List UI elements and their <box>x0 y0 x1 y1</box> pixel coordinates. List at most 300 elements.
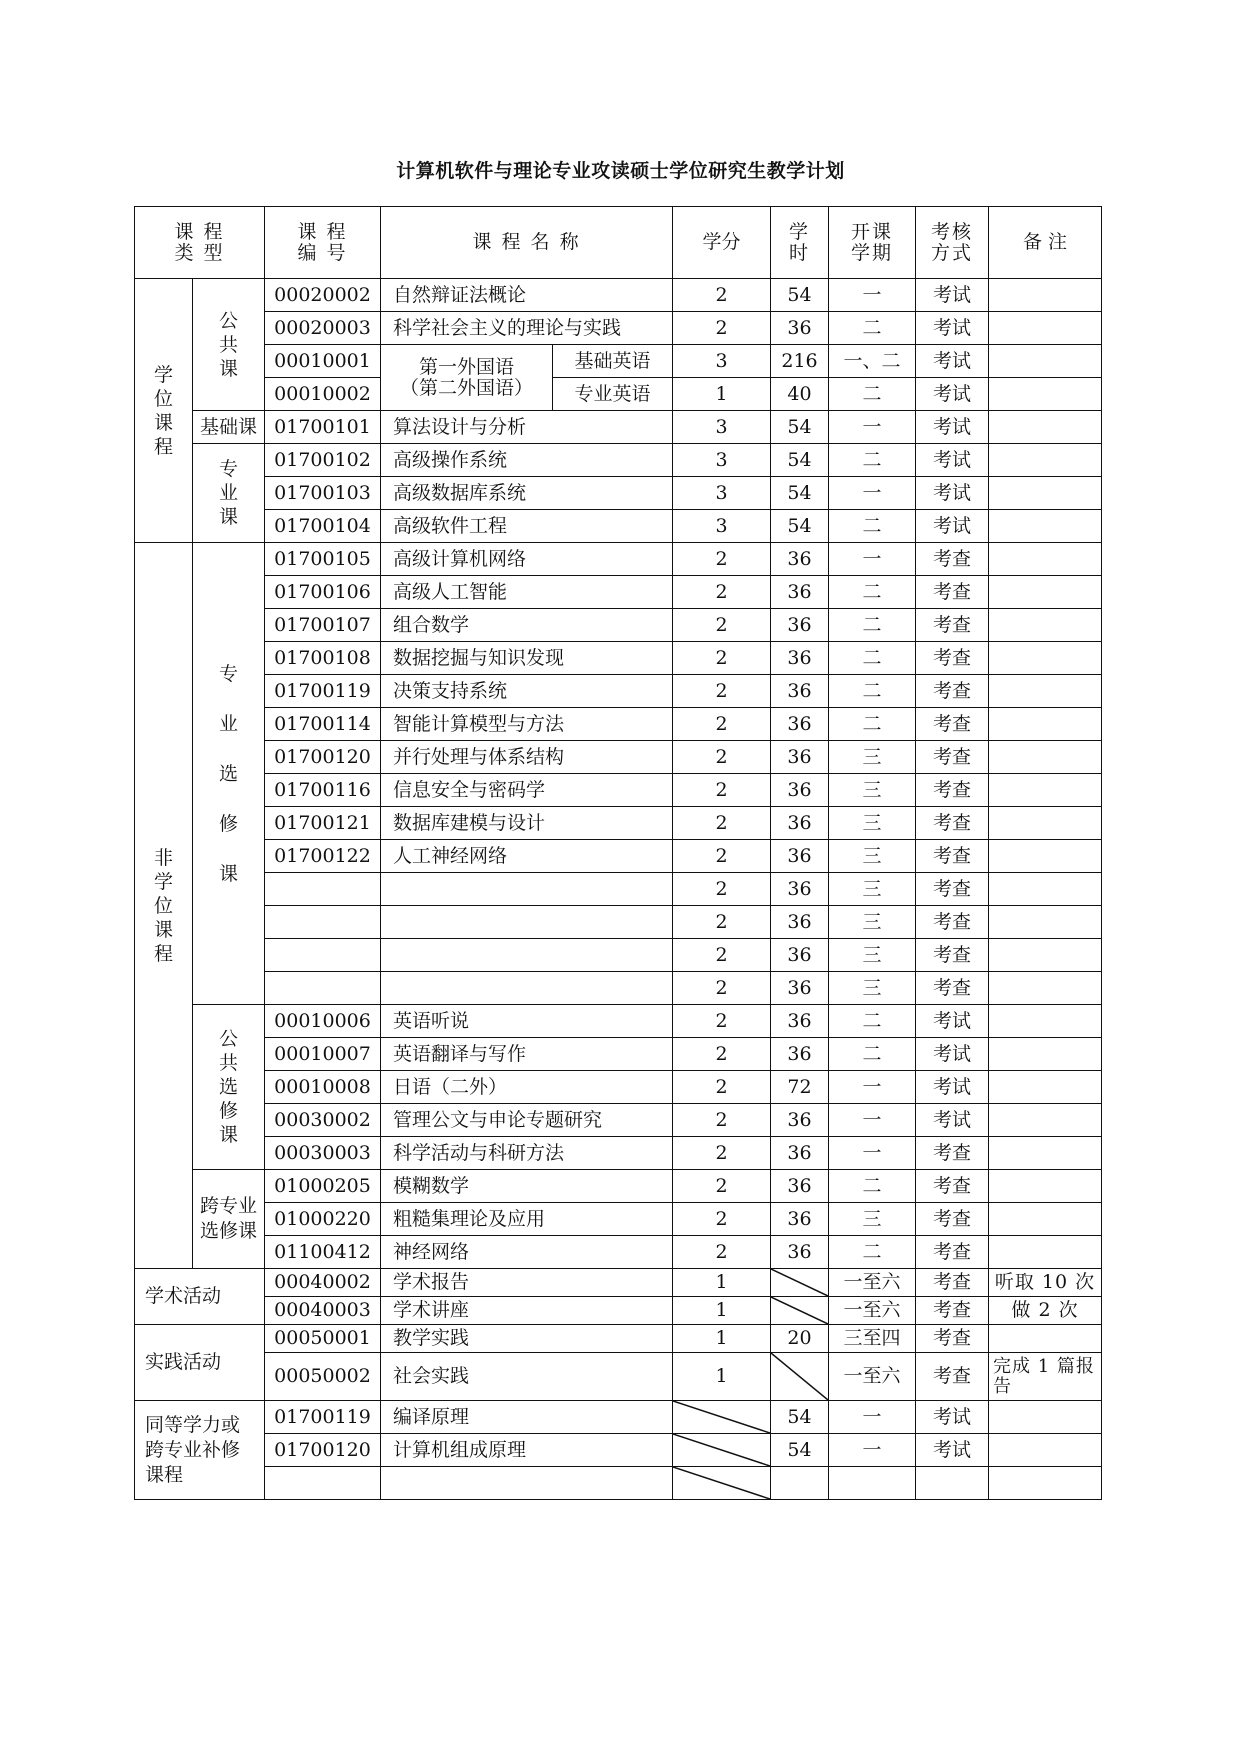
course-exam <box>916 1467 989 1500</box>
hours-slash-cell <box>771 1269 829 1297</box>
table-row <box>135 972 1102 1005</box>
course-hours: 20 <box>771 1325 829 1353</box>
course-name: 自然辩证法概论 <box>381 279 673 312</box>
course-name: 高级操作系统 <box>381 444 673 477</box>
credit-slash-cell <box>673 1467 771 1500</box>
course-semester: 一 <box>829 543 916 576</box>
course-note <box>989 972 1102 1005</box>
course-code: 01700103 <box>265 477 381 510</box>
header-credit: 学分 <box>673 207 771 279</box>
course-hours: 54 <box>771 279 829 312</box>
course-note <box>989 807 1102 840</box>
group-makeup: 同等学力或跨专业补修课程 <box>135 1401 265 1500</box>
course-hours: 36 <box>771 939 829 972</box>
course-hours: 36 <box>771 312 829 345</box>
course-semester: 三 <box>829 906 916 939</box>
course-hours: 36 <box>771 1203 829 1236</box>
course-credit: 3 <box>673 510 771 543</box>
course-note <box>989 1236 1102 1269</box>
course-semester: 三 <box>829 972 916 1005</box>
course-exam: 考试 <box>916 510 989 543</box>
course-code: 01700102 <box>265 444 381 477</box>
course-exam: 考试 <box>916 411 989 444</box>
course-code: 00050001 <box>265 1325 381 1353</box>
course-hours: 36 <box>771 873 829 906</box>
header-exam: 考核 方式 <box>916 207 989 279</box>
course-semester: 一 <box>829 1137 916 1170</box>
course-name: 人工神经网络 <box>381 840 673 873</box>
credit-slash-cell <box>673 1434 771 1467</box>
table-row <box>135 1038 1102 1071</box>
course-semester: 一 <box>829 411 916 444</box>
course-name: 高级软件工程 <box>381 510 673 543</box>
course-semester: 二 <box>829 708 916 741</box>
course-semester: 二 <box>829 444 916 477</box>
table-row <box>135 1170 1102 1203</box>
course-semester: 三 <box>829 807 916 840</box>
course-note <box>989 378 1102 411</box>
table-row <box>135 576 1102 609</box>
group-academic: 学术活动 <box>135 1269 265 1325</box>
table-row <box>135 279 1102 312</box>
course-semester <box>829 1467 916 1500</box>
course-name: 英语翻译与写作 <box>381 1038 673 1071</box>
course-credit: 1 <box>673 1269 771 1297</box>
course-hours: 36 <box>771 840 829 873</box>
course-note <box>989 1203 1102 1236</box>
header-semester: 开课 学期 <box>829 207 916 279</box>
course-hours: 36 <box>771 609 829 642</box>
course-credit: 2 <box>673 840 771 873</box>
course-code: 00010006 <box>265 1005 381 1038</box>
course-exam: 考试 <box>916 1401 989 1434</box>
course-semester: 三 <box>829 840 916 873</box>
course-hours: 36 <box>771 906 829 939</box>
course-code: 00010008 <box>265 1071 381 1104</box>
course-credit: 3 <box>673 444 771 477</box>
course-exam: 考试 <box>916 1071 989 1104</box>
group-major: 专业课 <box>193 444 265 543</box>
course-exam: 考查 <box>916 972 989 1005</box>
table-row <box>135 708 1102 741</box>
course-name: 日语（二外） <box>381 1071 673 1104</box>
course-credit: 2 <box>673 807 771 840</box>
course-exam: 考查 <box>916 1236 989 1269</box>
course-exam: 考查 <box>916 1269 989 1297</box>
course-code: 00050002 <box>265 1353 381 1401</box>
course-semester: 一至六 <box>829 1353 916 1401</box>
course-semester: 二 <box>829 1005 916 1038</box>
course-hours: 54 <box>771 477 829 510</box>
course-note <box>989 312 1102 345</box>
table-row <box>135 1434 1102 1467</box>
course-code <box>265 1467 381 1500</box>
course-code <box>265 906 381 939</box>
course-hours: 216 <box>771 345 829 378</box>
course-credit: 3 <box>673 477 771 510</box>
course-exam: 考试 <box>916 279 989 312</box>
course-hours: 36 <box>771 774 829 807</box>
course-credit: 2 <box>673 774 771 807</box>
course-hours: 36 <box>771 1005 829 1038</box>
course-name <box>381 939 673 972</box>
table-row <box>135 1467 1102 1500</box>
table-row <box>135 906 1102 939</box>
group-public: 公共课 <box>193 279 265 411</box>
table-row <box>135 1325 1102 1353</box>
course-semester: 二 <box>829 1236 916 1269</box>
course-semester: 二 <box>829 609 916 642</box>
course-credit: 1 <box>673 1297 771 1325</box>
header-course-code: 课 程 编 号 <box>265 207 381 279</box>
course-note <box>989 741 1102 774</box>
header-note: 备 注 <box>989 207 1102 279</box>
group-public-elective: 公共选修课 <box>193 1005 265 1170</box>
course-name: 学术报告 <box>381 1269 673 1297</box>
course-semester: 一、二 <box>829 345 916 378</box>
course-name: 智能计算模型与方法 <box>381 708 673 741</box>
course-semester: 二 <box>829 378 916 411</box>
course-semester: 三 <box>829 873 916 906</box>
course-name: 高级人工智能 <box>381 576 673 609</box>
course-note <box>989 543 1102 576</box>
course-note <box>989 345 1102 378</box>
course-note <box>989 1467 1102 1500</box>
course-semester: 一 <box>829 1401 916 1434</box>
table-row <box>135 774 1102 807</box>
course-name <box>381 972 673 1005</box>
course-semester: 一 <box>829 279 916 312</box>
course-exam: 考查 <box>916 576 989 609</box>
course-note <box>989 906 1102 939</box>
course-name: 模糊数学 <box>381 1170 673 1203</box>
course-code: 01700122 <box>265 840 381 873</box>
course-name: 教学实践 <box>381 1325 673 1353</box>
course-hours: 54 <box>771 1401 829 1434</box>
course-note <box>989 411 1102 444</box>
course-name: 高级计算机网络 <box>381 543 673 576</box>
course-name: 管理公文与申论专题研究 <box>381 1104 673 1137</box>
table-row <box>135 477 1102 510</box>
course-exam: 考查 <box>916 543 989 576</box>
course-semester: 二 <box>829 675 916 708</box>
course-code: 00020003 <box>265 312 381 345</box>
credit-slash-cell <box>673 1401 771 1434</box>
course-credit: 2 <box>673 741 771 774</box>
course-credit: 2 <box>673 543 771 576</box>
table-row <box>135 543 1102 576</box>
course-name <box>381 1467 673 1500</box>
course-credit: 1 <box>673 1325 771 1353</box>
course-semester: 二 <box>829 642 916 675</box>
course-note <box>989 642 1102 675</box>
course-code: 01700108 <box>265 642 381 675</box>
course-code: 00010002 <box>265 378 381 411</box>
table-row <box>135 1236 1102 1269</box>
course-name: 算法设计与分析 <box>381 411 673 444</box>
course-semester: 三 <box>829 1203 916 1236</box>
course-semester: 一 <box>829 1071 916 1104</box>
course-exam: 考查 <box>916 807 989 840</box>
course-exam: 考试 <box>916 1005 989 1038</box>
course-hours: 36 <box>771 1104 829 1137</box>
course-note <box>989 609 1102 642</box>
course-exam: 考查 <box>916 642 989 675</box>
course-code: 01700119 <box>265 1401 381 1434</box>
course-credit: 2 <box>673 312 771 345</box>
course-name: 社会实践 <box>381 1353 673 1401</box>
course-exam: 考查 <box>916 1137 989 1170</box>
table-row <box>135 1071 1102 1104</box>
course-code: 00010007 <box>265 1038 381 1071</box>
hours-slash-cell <box>771 1297 829 1325</box>
group-basic: 基础课 <box>193 411 265 444</box>
header-row <box>135 207 1102 279</box>
course-code: 01700101 <box>265 411 381 444</box>
course-name: 基础英语 <box>553 345 673 378</box>
course-name: 高级数据库系统 <box>381 477 673 510</box>
course-code: 01700104 <box>265 510 381 543</box>
course-name: 学术讲座 <box>381 1297 673 1325</box>
course-hours: 54 <box>771 510 829 543</box>
course-semester: 三 <box>829 774 916 807</box>
course-code: 00030002 <box>265 1104 381 1137</box>
table-row <box>135 411 1102 444</box>
course-code: 01700120 <box>265 1434 381 1467</box>
course-note <box>989 939 1102 972</box>
course-note <box>989 576 1102 609</box>
course-credit: 2 <box>673 972 771 1005</box>
course-name <box>381 906 673 939</box>
group-degree: 学位课程 <box>135 279 193 543</box>
group-cross-elective: 跨专业选修课 <box>193 1170 265 1269</box>
course-code: 01700114 <box>265 708 381 741</box>
course-name: 英语听说 <box>381 1005 673 1038</box>
course-credit: 2 <box>673 1137 771 1170</box>
course-name: 科学社会主义的理论与实践 <box>381 312 673 345</box>
course-note: 完成 1 篇报告 <box>989 1353 1102 1401</box>
course-semester: 一 <box>829 477 916 510</box>
table-row <box>135 1269 1102 1297</box>
course-semester: 三 <box>829 741 916 774</box>
course-note <box>989 708 1102 741</box>
course-hours: 36 <box>771 675 829 708</box>
table-row <box>135 345 1102 378</box>
course-exam: 考查 <box>916 1203 989 1236</box>
table-row <box>135 1353 1102 1401</box>
course-exam: 考试 <box>916 345 989 378</box>
course-credit: 2 <box>673 279 771 312</box>
curriculum-table <box>134 206 1102 1500</box>
course-hours: 54 <box>771 1434 829 1467</box>
course-exam: 考查 <box>916 1325 989 1353</box>
course-hours: 36 <box>771 741 829 774</box>
group-nondegree: 非学位课程 <box>135 543 193 1269</box>
course-name: 决策支持系统 <box>381 675 673 708</box>
course-credit: 2 <box>673 1104 771 1137</box>
course-credit: 2 <box>673 1071 771 1104</box>
course-hours: 54 <box>771 444 829 477</box>
course-credit: 2 <box>673 576 771 609</box>
table-row <box>135 807 1102 840</box>
course-hours: 36 <box>771 1170 829 1203</box>
course-name: 数据库建模与设计 <box>381 807 673 840</box>
course-exam: 考查 <box>916 609 989 642</box>
course-semester: 一 <box>829 1104 916 1137</box>
course-exam: 考查 <box>916 906 989 939</box>
hours-slash-cell <box>771 1353 829 1401</box>
table-row <box>135 642 1102 675</box>
course-credit: 2 <box>673 1038 771 1071</box>
course-exam: 考试 <box>916 378 989 411</box>
course-note <box>989 510 1102 543</box>
course-credit: 2 <box>673 906 771 939</box>
course-exam: 考试 <box>916 444 989 477</box>
table-row <box>135 1104 1102 1137</box>
table-row <box>135 1005 1102 1038</box>
course-hours: 36 <box>771 1236 829 1269</box>
course-semester: 一至六 <box>829 1297 916 1325</box>
course-name: 神经网络 <box>381 1236 673 1269</box>
course-exam: 考查 <box>916 708 989 741</box>
course-name: 粗糙集理论及应用 <box>381 1203 673 1236</box>
course-hours: 36 <box>771 642 829 675</box>
course-name: 编译原理 <box>381 1401 673 1434</box>
course-note <box>989 873 1102 906</box>
course-note <box>989 675 1102 708</box>
course-credit: 2 <box>673 873 771 906</box>
course-credit: 2 <box>673 1170 771 1203</box>
table-row <box>135 741 1102 774</box>
table-row <box>135 609 1102 642</box>
course-code <box>265 939 381 972</box>
course-credit: 2 <box>673 675 771 708</box>
course-code: 01000205 <box>265 1170 381 1203</box>
course-semester: 三至四 <box>829 1325 916 1353</box>
course-hours: 72 <box>771 1071 829 1104</box>
course-exam: 考查 <box>916 1297 989 1325</box>
course-hours: 36 <box>771 543 829 576</box>
course-credit: 3 <box>673 411 771 444</box>
course-hours: 36 <box>771 708 829 741</box>
course-code <box>265 873 381 906</box>
course-code <box>265 972 381 1005</box>
course-code: 01700116 <box>265 774 381 807</box>
table-row <box>135 1297 1102 1325</box>
table-row <box>135 312 1102 345</box>
course-name <box>381 873 673 906</box>
course-code: 00030003 <box>265 1137 381 1170</box>
course-exam: 考查 <box>916 774 989 807</box>
table-row <box>135 675 1102 708</box>
course-credit: 2 <box>673 609 771 642</box>
course-hours: 36 <box>771 807 829 840</box>
course-code: 01700107 <box>265 609 381 642</box>
course-exam: 考查 <box>916 939 989 972</box>
course-exam: 考查 <box>916 1353 989 1401</box>
course-name: 信息安全与密码学 <box>381 774 673 807</box>
course-credit: 2 <box>673 642 771 675</box>
table-row <box>135 1137 1102 1170</box>
table-row <box>135 510 1102 543</box>
course-exam: 考试 <box>916 477 989 510</box>
course-code: 01700121 <box>265 807 381 840</box>
table-row <box>135 1401 1102 1434</box>
course-semester: 二 <box>829 576 916 609</box>
course-note <box>989 279 1102 312</box>
course-hours: 54 <box>771 411 829 444</box>
course-hours: 36 <box>771 1038 829 1071</box>
course-note <box>989 444 1102 477</box>
course-hours: 40 <box>771 378 829 411</box>
course-semester: 一至六 <box>829 1269 916 1297</box>
course-semester: 二 <box>829 312 916 345</box>
table-row <box>135 939 1102 972</box>
course-note <box>989 477 1102 510</box>
course-credit: 2 <box>673 1005 771 1038</box>
header-course-type: 课 程 类 型 <box>135 207 265 279</box>
course-credit: 1 <box>673 1353 771 1401</box>
course-exam: 考查 <box>916 873 989 906</box>
course-exam: 考试 <box>916 1038 989 1071</box>
course-note <box>989 1325 1102 1353</box>
course-credit: 2 <box>673 708 771 741</box>
course-note <box>989 1137 1102 1170</box>
header-course-name: 课 程 名 称 <box>381 207 673 279</box>
course-note <box>989 1038 1102 1071</box>
course-credit: 3 <box>673 345 771 378</box>
table-row <box>135 873 1102 906</box>
course-code: 01700120 <box>265 741 381 774</box>
course-semester: 一 <box>829 1434 916 1467</box>
table-row <box>135 444 1102 477</box>
table-row <box>135 378 1102 411</box>
course-code: 00040002 <box>265 1269 381 1297</box>
course-name: 组合数学 <box>381 609 673 642</box>
course-code: 00020002 <box>265 279 381 312</box>
course-code: 01700105 <box>265 543 381 576</box>
table-row <box>135 840 1102 873</box>
table-row <box>135 1203 1102 1236</box>
foreign-language-label: 第一外国语 （第二外国语） <box>381 345 553 411</box>
course-note <box>989 1005 1102 1038</box>
course-hours: 36 <box>771 576 829 609</box>
course-credit: 2 <box>673 1203 771 1236</box>
course-hours: 36 <box>771 972 829 1005</box>
course-note <box>989 1401 1102 1434</box>
course-exam: 考查 <box>916 1170 989 1203</box>
course-hours: 36 <box>771 1137 829 1170</box>
course-name: 并行处理与体系结构 <box>381 741 673 774</box>
course-note <box>989 774 1102 807</box>
course-note <box>989 1071 1102 1104</box>
course-semester: 二 <box>829 1038 916 1071</box>
group-practice: 实践活动 <box>135 1325 265 1401</box>
group-major-elective: 专业选修课 <box>193 543 265 1005</box>
course-name: 科学活动与科研方法 <box>381 1137 673 1170</box>
course-code: 01000220 <box>265 1203 381 1236</box>
course-exam: 考查 <box>916 840 989 873</box>
course-semester: 二 <box>829 510 916 543</box>
course-code: 01700119 <box>265 675 381 708</box>
course-code: 00040003 <box>265 1297 381 1325</box>
course-note: 做 2 次 <box>989 1297 1102 1325</box>
course-note <box>989 1104 1102 1137</box>
course-note <box>989 840 1102 873</box>
course-credit: 2 <box>673 1236 771 1269</box>
course-note <box>989 1434 1102 1467</box>
course-name: 数据挖掘与知识发现 <box>381 642 673 675</box>
